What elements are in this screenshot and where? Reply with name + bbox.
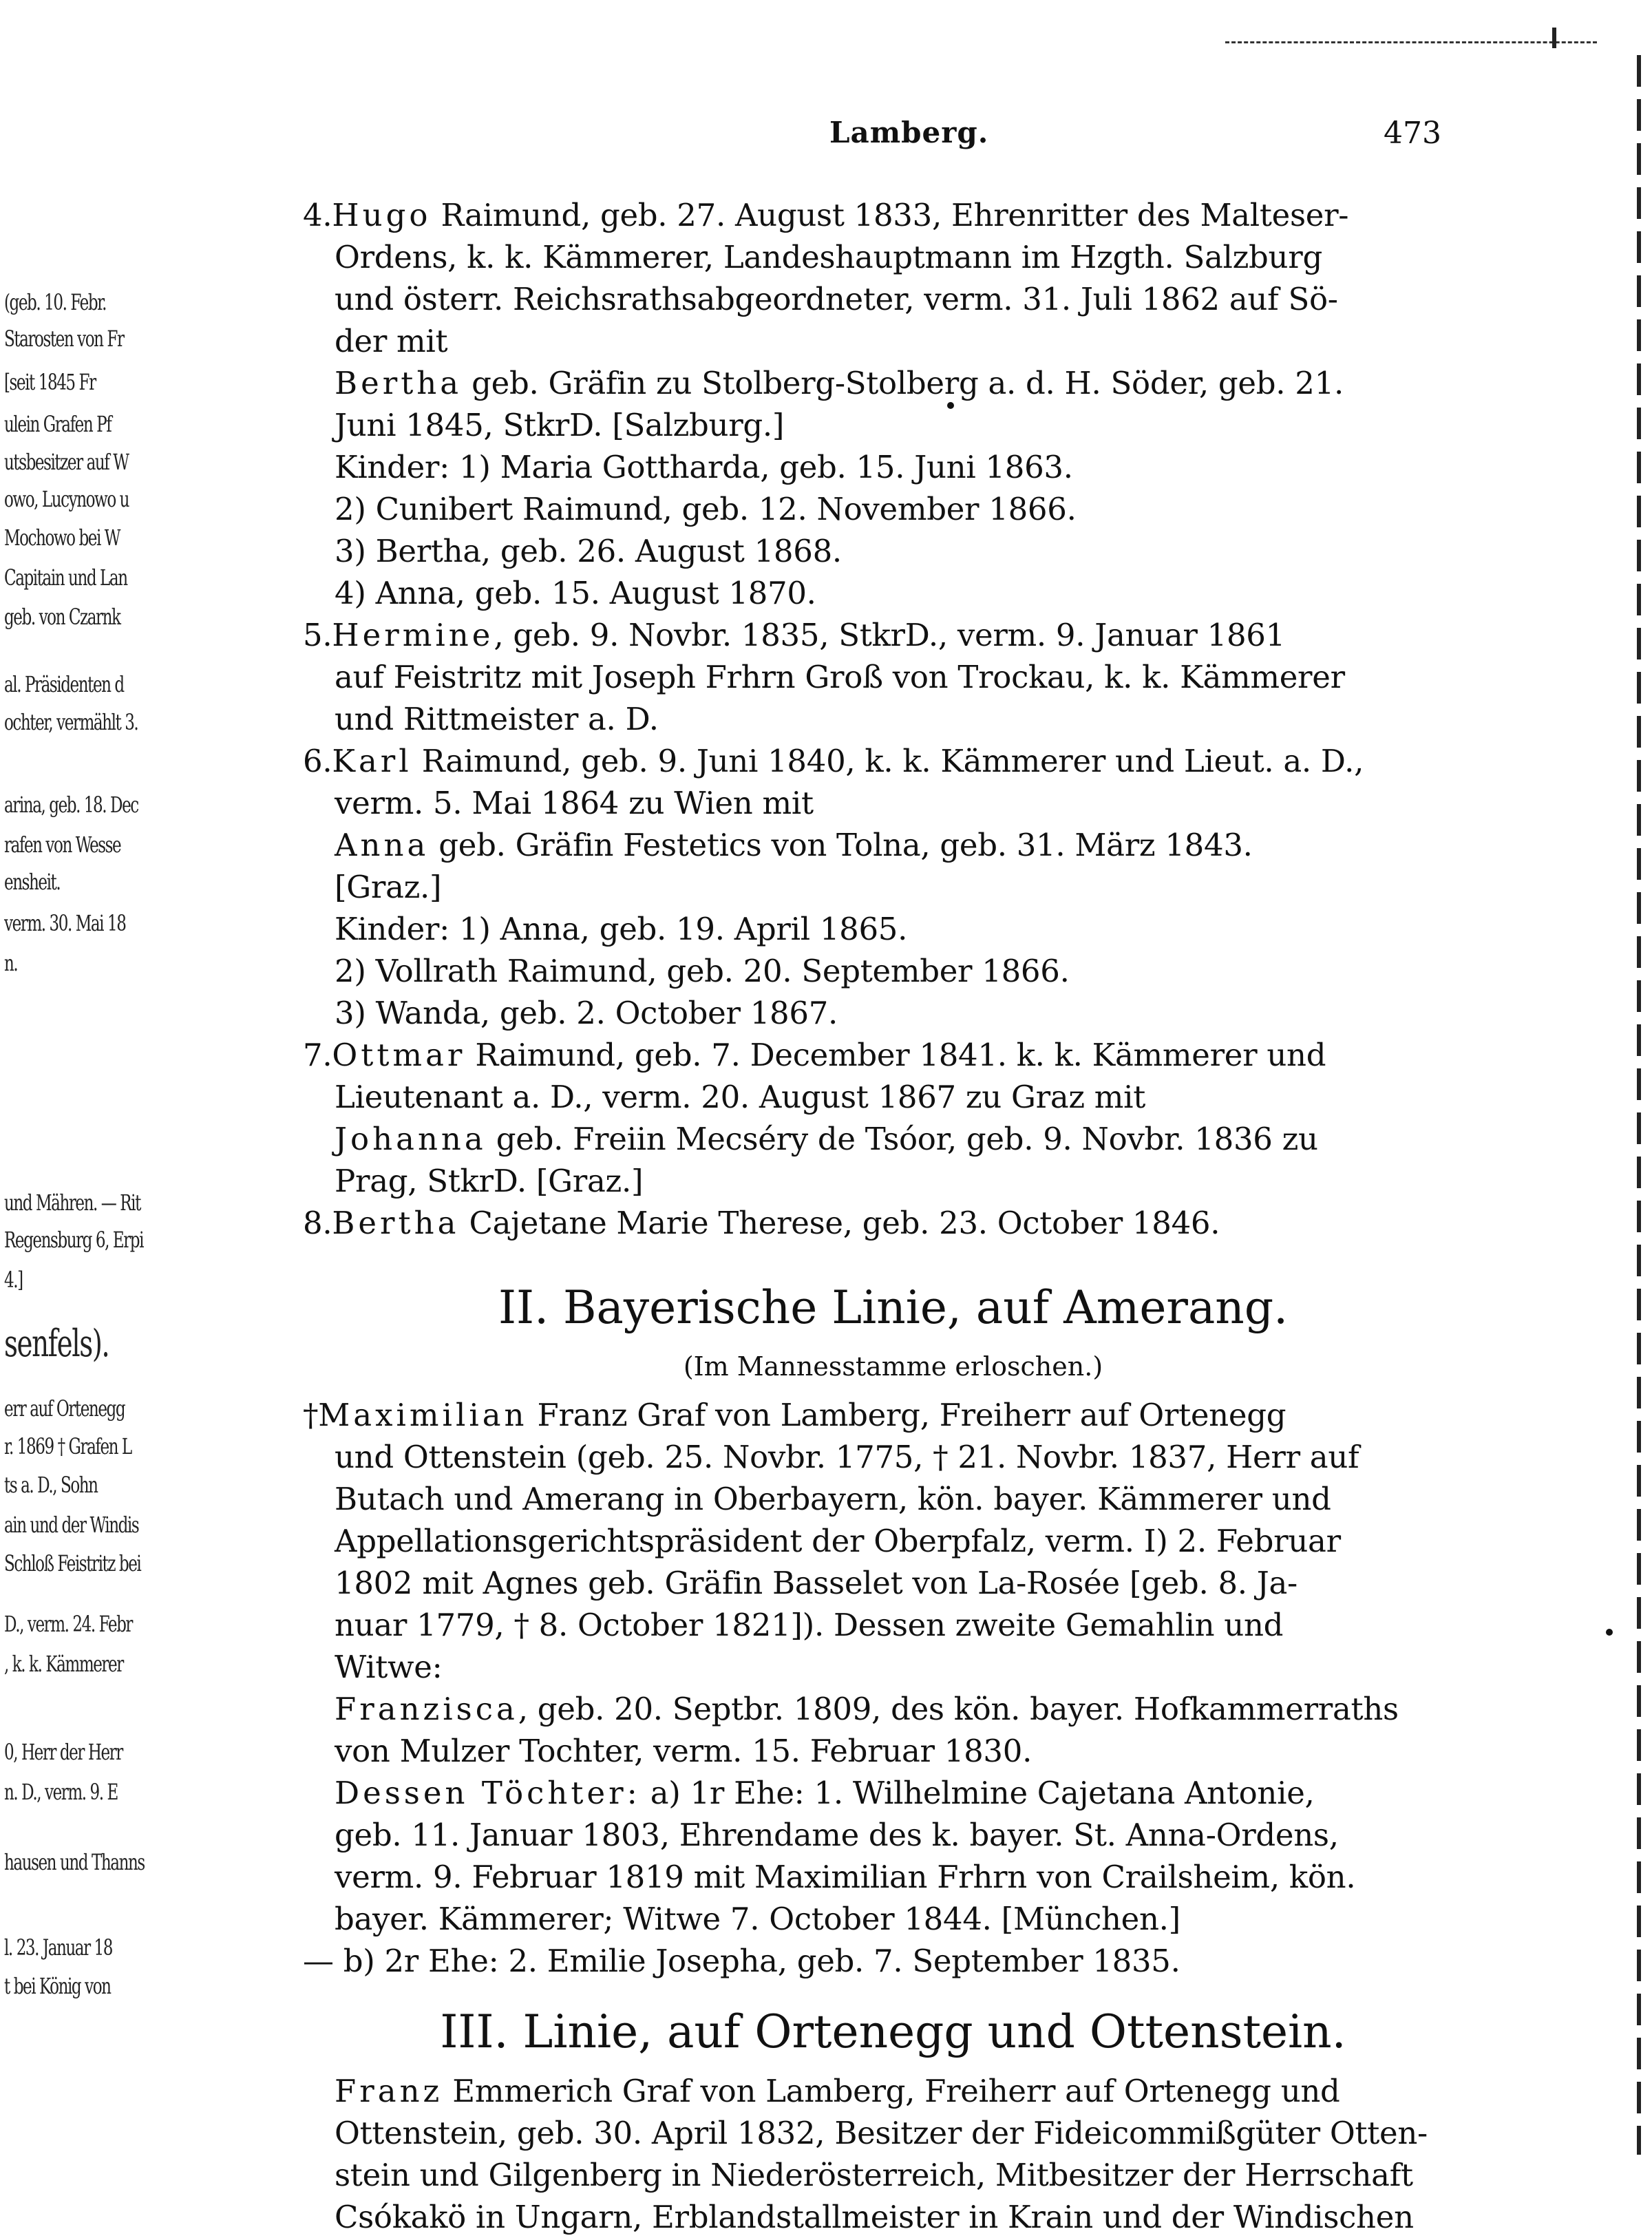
text-line (303, 1730, 1483, 1772)
line-text: Raimund, geb. 7. December 1841. k. k. Kämmerer und (465, 1037, 1326, 1073)
text-line (303, 866, 1483, 908)
page-number: 473 (1384, 116, 1441, 151)
person-name: Maximilian (318, 1397, 528, 1433)
entry-number: 6. (303, 743, 332, 779)
text-line (303, 2196, 1483, 2238)
text-line (303, 194, 1483, 236)
line-text: Franz Graf von Lamberg, Freiherr auf Ortenegg (527, 1397, 1286, 1433)
text-line (303, 1562, 1483, 1604)
line-text: , geb. 20. Septbr. 1809, des kön. bayer. Hofkammerraths (518, 1691, 1399, 1727)
text-line (303, 530, 1483, 572)
line-text: Appellationsgerichtspräsident der Oberpfalz, verm. I) 2. Februar (335, 1523, 1341, 1559)
line-text: geb. Gräfin Festetics von Tolna, geb. 31. März 1843. (429, 827, 1253, 863)
text-line (303, 698, 1483, 740)
text-line (303, 1034, 1483, 1076)
line-text: Csókakö in Ungarn, Erblandstallmeister in Krain und der Windischen (335, 2199, 1414, 2235)
line-text: 2) Vollrath Raimund, geb. 20. September 1866. (335, 953, 1070, 989)
line-text: verm. 5. Mai 1864 zu Wien mit (335, 785, 814, 821)
line-text: und Rittmeister a. D. (335, 701, 659, 737)
line-text: bayer. Kämmerer; Witwe 7. October 1844. [München.] (335, 1901, 1180, 1937)
person-name: Hermine (332, 617, 494, 653)
line-text: 3) Bertha, geb. 26. August 1868. (335, 533, 842, 569)
person-name: Franz (335, 2073, 443, 2109)
person-name: Franzisca (335, 1691, 518, 1727)
text-line (303, 740, 1483, 782)
line-text: b) 2r Ehe: 2. Emilie Josepha, geb. 7. September 1835. (333, 1943, 1180, 1979)
left-fragment-line: [seit 1845 Fr (4, 369, 96, 395)
text-line (303, 908, 1483, 950)
left-fragment-line: err auf Ortenegg (4, 1395, 125, 1422)
line-text: geb. Gräfin zu Stolberg-Stolberg a. d. H. Söder, geb. 21. (462, 365, 1344, 401)
left-fragment-line: 0, Herr der Herr (4, 1739, 123, 1765)
text-line (303, 1772, 1483, 1814)
left-fragment-line: ain und der Windis (4, 1512, 139, 1538)
text-line (303, 2070, 1483, 2112)
line-text: Raimund, geb. 27. August 1833, Ehrenritter des Malteser- (431, 197, 1349, 233)
entry-number: † (303, 1397, 319, 1433)
text-line (303, 572, 1483, 614)
left-fragment-line: ts a. D., Sohn (4, 1472, 98, 1498)
text-line (303, 1688, 1483, 1730)
text-line (303, 1814, 1483, 1856)
left-fragment-line: utsbesitzer auf W (4, 449, 129, 475)
line-text: a) 1r Ehe: 1. Wilhelmine Cajetana Antonie, (640, 1775, 1315, 1811)
left-fragment-line: Schloß Feistritz bei (4, 1550, 141, 1576)
text-line (303, 1520, 1483, 1562)
line-text: Witwe: (335, 1649, 443, 1685)
line-text: Butach und Amerang in Oberbayern, kön. bayer. Kämmerer und (335, 1481, 1331, 1517)
line-text: geb. 11. Januar 1803, Ehrendame des k. bayer. St. Anna-Ordens, (335, 1817, 1339, 1853)
person-name: Bertha (335, 365, 463, 401)
line-text: verm. 9. Februar 1819 mit Maximilian Frhrn von Crailsheim, kön. (335, 1859, 1356, 1895)
left-fragment-line: rafen von Wesse (4, 832, 121, 858)
text-line (303, 992, 1483, 1034)
line-text: von Mulzer Tochter, verm. 15. Februar 1830. (335, 1733, 1032, 1769)
page-header (0, 116, 1652, 157)
subheading-section-ii: (Im Mannesstamme erloschen.) (683, 1351, 1103, 1382)
text-line (303, 1898, 1483, 1940)
text-line (303, 488, 1483, 530)
text-line (303, 236, 1483, 278)
line-text: Prag, StkrD. [Graz.] (335, 1163, 644, 1199)
text-line (303, 1646, 1483, 1688)
line-text: , geb. 9. Novbr. 1835, StkrD., verm. 9. Januar 1861 (494, 617, 1285, 653)
heading-section-iii: III. Linie, auf Ortenegg und Ottenstein. (440, 2005, 1346, 2058)
line-text: Kinder: 1) Maria Gottharda, geb. 15. Juni 1863. (335, 449, 1073, 485)
entry-number: 5. (303, 617, 332, 653)
text-line (303, 1856, 1483, 1898)
left-fragment-line: n. (4, 950, 18, 976)
entry-number: 4. (303, 197, 332, 233)
person-name: Ottmar (332, 1037, 466, 1073)
left-fragment-line: senfels). (4, 1322, 109, 1365)
right-page-edge (1637, 55, 1641, 2155)
person-name: Anna (335, 827, 430, 863)
text-line (303, 278, 1483, 320)
text-line (303, 656, 1483, 698)
left-fragment-line: ulein Grafen Pf (4, 411, 112, 437)
left-fragment-line: , k. k. Kämmerer (4, 1651, 123, 1677)
person-name: Bertha (332, 1205, 460, 1241)
text-line (303, 782, 1483, 824)
left-fragment-line: Starosten von Fr (4, 326, 124, 352)
top-tick (1552, 28, 1556, 48)
left-fragment-line: geb. von Czarnk (4, 604, 120, 630)
line-text: und Ottenstein (geb. 25. Novbr. 1775, † 21. Novbr. 1837, Herr auf (335, 1439, 1359, 1475)
text-line (303, 404, 1483, 446)
text-line (303, 1604, 1483, 1646)
section-iii (303, 2070, 1483, 2238)
text-line (303, 362, 1483, 404)
left-fragment-line: hausen und Thanns (4, 1849, 145, 1875)
section-ii (303, 1394, 1483, 1982)
line-text: Lieutenant a. D., verm. 20. August 1867 zu Graz mit (335, 1079, 1146, 1115)
left-fragment-line: owo, Lucynowo u (4, 486, 129, 512)
left-fragment-line: arina, geb. 18. Dec (4, 792, 138, 818)
line-text: und österr. Reichsrathsabgeordneter, verm. 31. Juli 1862 auf Sö- (335, 281, 1338, 317)
text-line (303, 2112, 1483, 2154)
person-name: Hugo (332, 197, 432, 233)
entry-number: 8. (303, 1205, 332, 1241)
line-text: stein und Gilgenberg in Niederösterreich, Mitbesitzer der Herrschaft (335, 2157, 1413, 2193)
left-fragment-line: al. Präsidenten d (4, 671, 124, 697)
text-line (303, 446, 1483, 488)
left-fragment-line: Capitain und Lan (4, 564, 127, 591)
left-fragment-line: und Mähren. — Rit (4, 1190, 140, 1216)
text-line (303, 1118, 1483, 1160)
running-head: Lamberg. (829, 116, 989, 149)
line-text: nuar 1779, † 8. October 1821]). Dessen zweite Gemahlin und (335, 1607, 1284, 1643)
entry-number: 7. (303, 1037, 332, 1073)
left-page-fragment (0, 0, 172, 2203)
line-text: der mit (335, 323, 448, 359)
top-rule (1225, 41, 1597, 43)
left-fragment-line: 4.] (4, 1267, 23, 1293)
line-text: geb. Freiin Mecséry de Tsóor, geb. 9. Novbr. 1836 zu (486, 1121, 1318, 1157)
left-fragment-line: Regensburg 6, Erpi (4, 1227, 144, 1253)
person-name: Dessen Töchter: (335, 1775, 641, 1811)
section-i (303, 194, 1483, 1244)
line-text: Raimund, geb. 9. Juni 1840, k. k. Kämmerer und Lieut. a. D., (412, 743, 1364, 779)
person-name: Karl (332, 743, 412, 779)
text-line (303, 1160, 1483, 1202)
text-line (303, 1940, 1483, 1982)
person-name: Johanna (335, 1121, 487, 1157)
left-fragment-line: verm. 30. Mai 18 (4, 910, 126, 936)
line-text: Juni 1845, StkrD. [Salzburg.] (335, 407, 785, 443)
left-fragment-line: t bei König von (4, 1973, 111, 1999)
left-fragment-line: r. 1869 † Grafen L (4, 1433, 131, 1459)
left-fragment-line: n. D., verm. 9. E (4, 1779, 118, 1805)
heading-section-ii: II. Bayerische Linie, auf Amerang. (498, 1281, 1289, 1334)
text-line (303, 1478, 1483, 1520)
line-text: 2) Cunibert Raimund, geb. 12. November 1866. (335, 491, 1077, 527)
line-text: Ottenstein, geb. 30. April 1832, Besitzer der Fideicommißgüter Otten- (335, 2115, 1428, 2151)
line-text: Cajetane Marie Therese, geb. 23. October 1846. (459, 1205, 1220, 1241)
left-fragment-line: ochter, vermählt 3. (4, 709, 138, 735)
line-text: [Graz.] (335, 869, 442, 905)
line-text: 4) Anna, geb. 15. August 1870. (335, 575, 816, 611)
entry-number: — (303, 1943, 334, 1979)
left-fragment-line: (geb. 10. Febr. (4, 289, 107, 315)
line-text: auf Feistritz mit Joseph Frhrn Groß von Trockau, k. k. Kämmerer (335, 659, 1345, 695)
text-line (303, 950, 1483, 992)
text-line (303, 614, 1483, 656)
line-text: Ordens, k. k. Kämmerer, Landeshauptmann im Hzgth. Salzburg (335, 239, 1322, 275)
text-line (303, 1202, 1483, 1244)
left-fragment-line: l. 23. Januar 18 (4, 1934, 112, 1961)
line-text: 1802 mit Agnes geb. Gräfin Basselet von La-Rosée [geb. 8. Ja- (335, 1565, 1298, 1601)
text-line (303, 1076, 1483, 1118)
line-text: Kinder: 1) Anna, geb. 19. April 1865. (335, 911, 908, 947)
text-line (303, 824, 1483, 866)
line-text: 3) Wanda, geb. 2. October 1867. (335, 995, 838, 1031)
line-text: Emmerich Graf von Lamberg, Freiherr auf Ortenegg und (443, 2073, 1340, 2109)
stray-mark (1606, 1629, 1613, 1636)
text-line (303, 1436, 1483, 1478)
text-line (303, 2154, 1483, 2196)
left-fragment-line: D., verm. 24. Febr (4, 1611, 132, 1637)
text-line (303, 1394, 1483, 1436)
text-line (303, 320, 1483, 362)
main-text (303, 194, 1483, 2238)
left-fragment-line: Mochowo bei W (4, 525, 120, 551)
left-fragment-line: ensheit. (4, 869, 61, 895)
